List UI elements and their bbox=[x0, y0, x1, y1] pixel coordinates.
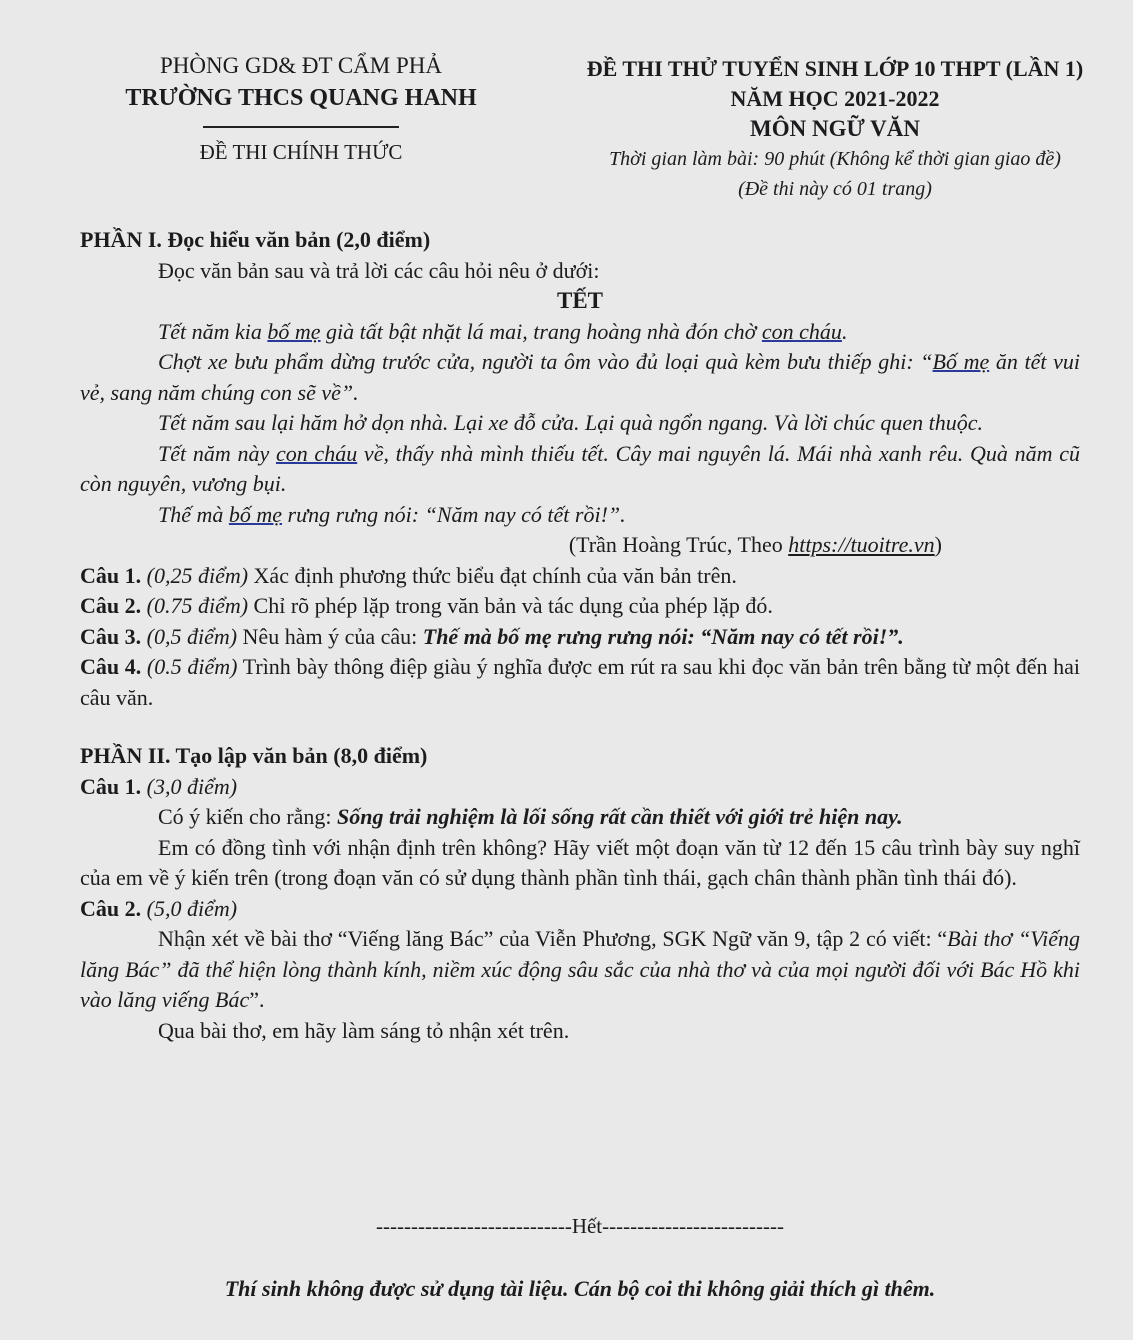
text-run: về, thấy nhà mình thiếu tết. Cây mai nguyên lá. Mái nhà xanh rêu. Quà năm cũ còn nguyên, vương bụi. bbox=[80, 440, 1081, 496]
question-quote: Bài thơ “Viếng lăng Bác” đã thể hiện lòng thành kính, niềm xúc động sâu sắc của nhà thơ và của mọi người đối với Bác Hồ khi vào lăng viếng Bác bbox=[80, 926, 1080, 1012]
part2-question-1-task: Em có đồng tình với nhận định trên không? Hãy viết một đoạn văn từ 12 đến 15 câu trình bày suy nghĩ của em về ý kiến trên (trong đoạn văn có sử dụng thành phần tình thái, gạch chân thành phần tình thái đó). bbox=[80, 834, 1080, 890]
text-run: già tất bật nhặt lá mai, trang hoàng nhà đón chờ bbox=[320, 318, 762, 344]
question-points: (0.5 điểm) bbox=[146, 654, 238, 679]
underlined-word: bố mẹ bbox=[228, 501, 283, 527]
text-paragraph-1 bbox=[80, 317, 1080, 348]
exam-body bbox=[80, 225, 1080, 1046]
underlined-word: Bố mẹ bbox=[932, 349, 990, 374]
question-1 bbox=[80, 561, 1080, 592]
subject: MÔN NGỮ VĂN bbox=[750, 116, 920, 141]
text-run: ) bbox=[934, 532, 942, 557]
footer-note: Thí sinh không được sử dụng tài liệu. Cán bộ coi thi không giải thích gì thêm. bbox=[224, 1276, 936, 1301]
text-run: Tết năm này bbox=[158, 440, 276, 466]
part2-heading: PHẦN II. Tạo lập văn bản (8,0 điểm) bbox=[80, 743, 428, 768]
school-year: NĂM HỌC 2021-2022 bbox=[730, 86, 940, 111]
question-label: Câu 4. bbox=[80, 654, 142, 679]
underlined-word: con cháu bbox=[275, 440, 358, 466]
text-title: TẾT bbox=[556, 288, 604, 313]
question-label: Câu 2. bbox=[80, 895, 142, 921]
text-run: . bbox=[841, 318, 848, 344]
part2-question-2-header bbox=[80, 894, 1080, 925]
text-source bbox=[80, 530, 1080, 561]
question-text: Nêu hàm ý của câu: bbox=[237, 623, 423, 649]
part2-question-1-prompt bbox=[80, 802, 1080, 833]
header-divider bbox=[203, 126, 399, 128]
text-run: rưng rưng nói: “Năm nay có tết rồi!”. bbox=[282, 501, 626, 527]
department-name: PHÒNG GD& ĐT CẨM PHẢ bbox=[160, 53, 442, 78]
question-text: Trình bày thông điệp giàu ý nghĩa được em rút ra sau khi đọc văn bản trên bằng từ một đến hai câu văn. bbox=[80, 654, 1081, 710]
source-author: (Trần Hoàng Trúc, Theo bbox=[568, 532, 789, 557]
text-paragraph-3: Tết năm sau lại hăm hở dọn nhà. Lại xe đỗ cửa. Lại quà ngổn ngang. Và lời chúc quen thuộc. bbox=[158, 410, 983, 435]
part2-question-2-prompt bbox=[80, 924, 1080, 1016]
part1-heading: PHẦN I. Đọc hiểu văn bản (2,0 điểm) bbox=[80, 227, 431, 252]
question-label: Câu 1. bbox=[80, 562, 142, 588]
question-2 bbox=[80, 591, 1080, 622]
text-paragraph-5 bbox=[80, 500, 1080, 531]
underlined-word: con cháu bbox=[761, 318, 842, 344]
section-gap bbox=[80, 713, 1080, 741]
question-points: (0.75 điểm) bbox=[146, 593, 249, 618]
end-marker: ----------------------------Hết-------------------------- bbox=[376, 1214, 784, 1238]
text-paragraph-2 bbox=[80, 347, 1080, 408]
question-text: Có ý kiến cho rằng: bbox=[158, 804, 338, 829]
part1-instruction: Đọc văn bản sau và trả lời các câu hỏi nêu ở dưới: bbox=[158, 257, 600, 283]
part2-question-1-header bbox=[80, 772, 1080, 803]
question-text: Nhận xét về bài thơ “Viếng lăng Bác” của Viễn Phương, SGK Ngữ văn 9, tập 2 có viết: “ bbox=[158, 926, 948, 951]
text-paragraph-4 bbox=[80, 439, 1080, 500]
official-label: ĐỀ THI CHÍNH THỨC bbox=[199, 140, 403, 164]
question-points: (0,25 điểm) bbox=[146, 562, 249, 588]
question-label: Câu 1. bbox=[80, 773, 142, 799]
question-label: Câu 2. bbox=[80, 593, 142, 618]
question-points: (5,0 điểm) bbox=[146, 895, 238, 921]
question-quote: Thế mà bố mẹ rưng rưng nói: “Năm nay có tết rồi!”. bbox=[422, 623, 904, 649]
header-left bbox=[96, 50, 506, 166]
question-text: Xác định phương thức biểu đạt chính của văn bản trên. bbox=[248, 562, 737, 588]
text-run: ”. bbox=[249, 987, 265, 1012]
time-limit: Thời gian làm bài: 90 phút (Không kể thời gian giao đề) bbox=[609, 148, 1061, 170]
question-4 bbox=[80, 652, 1080, 713]
underlined-word: bố mẹ bbox=[267, 318, 321, 344]
text-run: Tết năm kia bbox=[158, 318, 268, 344]
text-run: ăn tết vui vẻ, sang năm chúng con sẽ về”. bbox=[80, 349, 1080, 405]
text-run: Chợt xe bưu phẩm dừng trước cửa, người ta ôm vào đủ loại quà kèm bưu thiếp ghi: “ bbox=[158, 349, 933, 374]
part2-question-2-task: Qua bài thơ, em hãy làm sáng tỏ nhận xét trên. bbox=[158, 1017, 570, 1043]
school-name: TRƯỜNG THCS QUANG HANH bbox=[125, 85, 477, 111]
question-text: Chỉ rõ phép lặp trong văn bản và tác dụng của phép lặp đó. bbox=[248, 593, 773, 618]
question-points: (0,5 điểm) bbox=[146, 623, 238, 649]
page-count: (Đề thi này có 01 trang) bbox=[738, 178, 932, 200]
source-link[interactable]: https://tuoitre.vn bbox=[788, 532, 935, 557]
exam-title: ĐỀ THI THỬ TUYỂN SINH LỚP 10 THPT (LẦN 1) bbox=[586, 56, 1084, 81]
question-label: Câu 3. bbox=[80, 623, 142, 649]
question-3 bbox=[80, 622, 1080, 653]
header-right bbox=[545, 54, 1125, 204]
question-quote: Sống trải nghiệm là lối sống rất cần thiết với giới trẻ hiện nay. bbox=[337, 804, 903, 829]
text-run: Thế mà bbox=[158, 501, 229, 527]
question-points: (3,0 điểm) bbox=[146, 773, 238, 799]
